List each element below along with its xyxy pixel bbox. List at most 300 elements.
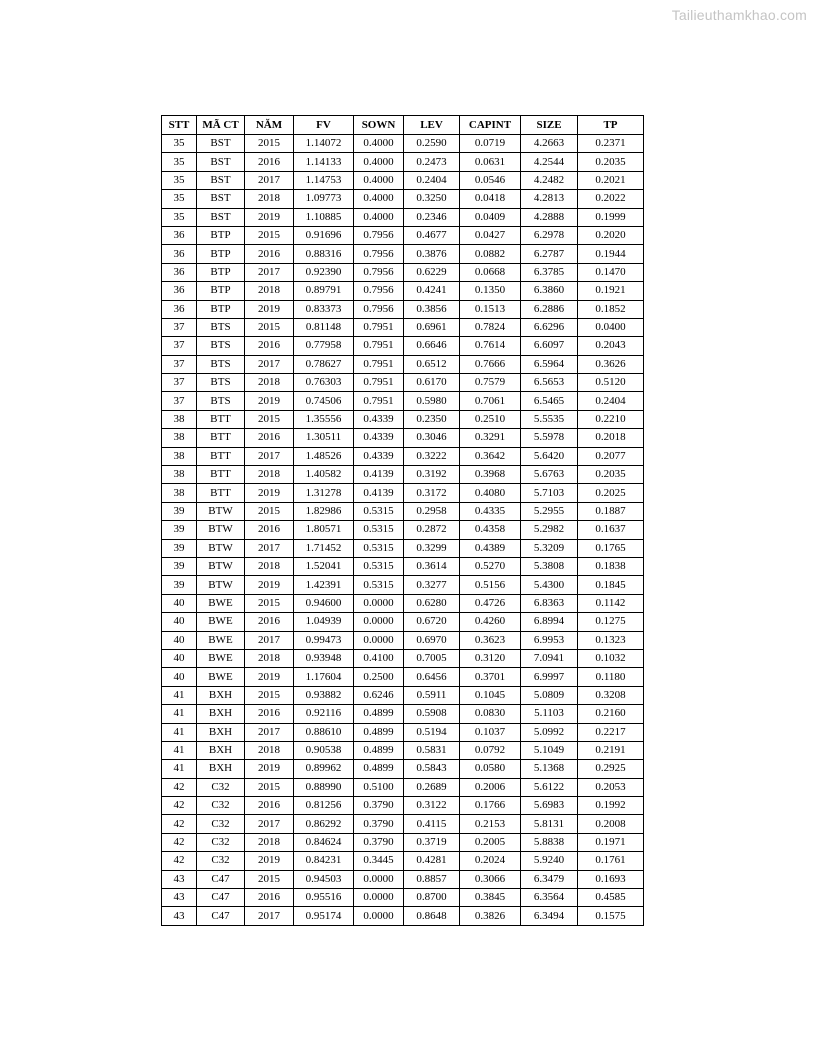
cell-tp: 0.2035 [578, 466, 644, 484]
cell-tp: 0.1470 [578, 263, 644, 281]
cell-size: 5.3209 [521, 539, 578, 557]
cell-capint: 0.0427 [460, 226, 521, 244]
cell-capint: 0.2153 [460, 815, 521, 833]
cell-tp: 0.1765 [578, 539, 644, 557]
cell-capint: 0.0719 [460, 135, 521, 153]
cell-sown: 0.4899 [354, 741, 404, 759]
cell-stt: 37 [162, 337, 197, 355]
cell-fv: 0.89962 [294, 760, 354, 778]
cell-capint: 0.3066 [460, 870, 521, 888]
cell-sown: 0.0000 [354, 870, 404, 888]
cell-stt: 36 [162, 263, 197, 281]
cell-fv: 0.93882 [294, 686, 354, 704]
cell-size: 5.1103 [521, 705, 578, 723]
cell-nam: 2017 [245, 355, 294, 373]
cell-nam: 2015 [245, 226, 294, 244]
cell-fv: 1.40582 [294, 466, 354, 484]
cell-sown: 0.4339 [354, 410, 404, 428]
cell-fv: 1.10885 [294, 208, 354, 226]
cell-fv: 0.92116 [294, 705, 354, 723]
cell-sown: 0.7956 [354, 263, 404, 281]
header-ma-ct: MÃ CT [197, 116, 245, 135]
cell-fv: 0.88610 [294, 723, 354, 741]
cell-stt: 38 [162, 484, 197, 502]
cell-lev: 0.6229 [404, 263, 460, 281]
cell-capint: 0.7061 [460, 392, 521, 410]
cell-lev: 0.5980 [404, 392, 460, 410]
cell-capint: 0.7824 [460, 318, 521, 336]
cell-size: 5.6763 [521, 466, 578, 484]
cell-size: 5.6983 [521, 797, 578, 815]
table-row [162, 760, 644, 778]
table-header-row [162, 116, 644, 135]
cell-sown: 0.7956 [354, 282, 404, 300]
cell-sown: 0.3790 [354, 833, 404, 851]
table-row [162, 410, 644, 428]
cell-lev: 0.3277 [404, 576, 460, 594]
cell-ma-ct: BTW [197, 521, 245, 539]
cell-size: 7.0941 [521, 649, 578, 667]
cell-fv: 0.83373 [294, 300, 354, 318]
cell-stt: 37 [162, 318, 197, 336]
cell-stt: 41 [162, 705, 197, 723]
cell-ma-ct: BXH [197, 686, 245, 704]
cell-size: 6.3860 [521, 282, 578, 300]
cell-fv: 1.82986 [294, 502, 354, 520]
cell-size: 5.1368 [521, 760, 578, 778]
cell-size: 6.2886 [521, 300, 578, 318]
cell-tp: 0.1971 [578, 833, 644, 851]
cell-sown: 0.7956 [354, 245, 404, 263]
cell-sown: 0.4000 [354, 208, 404, 226]
cell-capint: 0.4726 [460, 594, 521, 612]
cell-fv: 1.14133 [294, 153, 354, 171]
cell-sown: 0.5315 [354, 557, 404, 575]
cell-tp: 0.2025 [578, 484, 644, 502]
cell-lev: 0.4281 [404, 852, 460, 870]
cell-nam: 2019 [245, 760, 294, 778]
cell-size: 6.6296 [521, 318, 578, 336]
cell-size: 6.9953 [521, 631, 578, 649]
cell-capint: 0.0418 [460, 190, 521, 208]
cell-lev: 0.4241 [404, 282, 460, 300]
cell-sown: 0.7951 [354, 374, 404, 392]
cell-fv: 0.77958 [294, 337, 354, 355]
cell-fv: 0.81256 [294, 797, 354, 815]
cell-nam: 2019 [245, 484, 294, 502]
header-nam: NĂM [245, 116, 294, 135]
cell-lev: 0.5908 [404, 705, 460, 723]
cell-fv: 0.88316 [294, 245, 354, 263]
cell-stt: 43 [162, 870, 197, 888]
cell-ma-ct: C32 [197, 797, 245, 815]
cell-capint: 0.0546 [460, 171, 521, 189]
cell-nam: 2017 [245, 447, 294, 465]
cell-lev: 0.2473 [404, 153, 460, 171]
cell-tp: 0.1323 [578, 631, 644, 649]
cell-tp: 0.2217 [578, 723, 644, 741]
cell-lev: 0.2404 [404, 171, 460, 189]
cell-fv: 0.88990 [294, 778, 354, 796]
cell-sown: 0.4139 [354, 466, 404, 484]
cell-lev: 0.5831 [404, 741, 460, 759]
cell-stt: 35 [162, 153, 197, 171]
cell-capint: 0.0830 [460, 705, 521, 723]
cell-ma-ct: C47 [197, 889, 245, 907]
cell-ma-ct: BTP [197, 245, 245, 263]
cell-sown: 0.5315 [354, 502, 404, 520]
cell-sown: 0.7956 [354, 300, 404, 318]
cell-size: 6.2978 [521, 226, 578, 244]
cell-nam: 2016 [245, 797, 294, 815]
cell-ma-ct: C32 [197, 778, 245, 796]
cell-ma-ct: BTP [197, 263, 245, 281]
cell-stt: 43 [162, 889, 197, 907]
cell-size: 5.6122 [521, 778, 578, 796]
cell-sown: 0.4899 [354, 760, 404, 778]
cell-fv: 1.35556 [294, 410, 354, 428]
cell-fv: 0.92390 [294, 263, 354, 281]
cell-nam: 2019 [245, 208, 294, 226]
table-row [162, 374, 644, 392]
cell-capint: 0.0631 [460, 153, 521, 171]
cell-size: 5.9240 [521, 852, 578, 870]
cell-capint: 0.4389 [460, 539, 521, 557]
cell-ma-ct: BTW [197, 576, 245, 594]
cell-lev: 0.6646 [404, 337, 460, 355]
cell-ma-ct: C47 [197, 870, 245, 888]
cell-nam: 2015 [245, 135, 294, 153]
cell-nam: 2018 [245, 282, 294, 300]
cell-stt: 41 [162, 723, 197, 741]
cell-lev: 0.6512 [404, 355, 460, 373]
table-row [162, 668, 644, 686]
cell-nam: 2015 [245, 318, 294, 336]
cell-lev: 0.8648 [404, 907, 460, 925]
cell-sown: 0.0000 [354, 594, 404, 612]
cell-nam: 2017 [245, 539, 294, 557]
cell-stt: 35 [162, 208, 197, 226]
cell-lev: 0.3250 [404, 190, 460, 208]
cell-sown: 0.4100 [354, 649, 404, 667]
table-row [162, 594, 644, 612]
cell-capint: 0.1766 [460, 797, 521, 815]
cell-fv: 1.42391 [294, 576, 354, 594]
cell-tp: 0.3626 [578, 355, 644, 373]
table-row [162, 392, 644, 410]
cell-fv: 1.09773 [294, 190, 354, 208]
cell-sown: 0.7956 [354, 226, 404, 244]
cell-nam: 2018 [245, 833, 294, 851]
watermark-text: Tailieuthamkhao.com [671, 7, 807, 23]
cell-tp: 0.2043 [578, 337, 644, 355]
table-row [162, 337, 644, 355]
cell-nam: 2018 [245, 190, 294, 208]
cell-sown: 0.4139 [354, 484, 404, 502]
table-row [162, 852, 644, 870]
cell-fv: 0.94503 [294, 870, 354, 888]
cell-lev: 0.3122 [404, 797, 460, 815]
cell-tp: 0.1852 [578, 300, 644, 318]
cell-nam: 2015 [245, 686, 294, 704]
cell-tp: 0.2020 [578, 226, 644, 244]
header-stt: STT [162, 116, 197, 135]
cell-ma-ct: BTT [197, 466, 245, 484]
cell-sown: 0.4000 [354, 190, 404, 208]
cell-tp: 0.1921 [578, 282, 644, 300]
cell-stt: 38 [162, 466, 197, 484]
cell-lev: 0.2350 [404, 410, 460, 428]
cell-nam: 2016 [245, 153, 294, 171]
table-row [162, 502, 644, 520]
cell-stt: 40 [162, 613, 197, 631]
cell-sown: 0.7951 [354, 355, 404, 373]
cell-lev: 0.3046 [404, 429, 460, 447]
cell-ma-ct: BST [197, 153, 245, 171]
cell-sown: 0.4339 [354, 429, 404, 447]
cell-ma-ct: BST [197, 190, 245, 208]
cell-size: 6.5653 [521, 374, 578, 392]
cell-nam: 2016 [245, 337, 294, 355]
cell-ma-ct: BST [197, 171, 245, 189]
cell-lev: 0.3856 [404, 300, 460, 318]
cell-tp: 0.1845 [578, 576, 644, 594]
cell-capint: 0.1513 [460, 300, 521, 318]
cell-stt: 35 [162, 190, 197, 208]
cell-stt: 38 [162, 447, 197, 465]
cell-stt: 37 [162, 392, 197, 410]
cell-fv: 0.81148 [294, 318, 354, 336]
cell-ma-ct: BWE [197, 631, 245, 649]
table-row [162, 833, 644, 851]
table-row [162, 778, 644, 796]
cell-capint: 0.0580 [460, 760, 521, 778]
cell-nam: 2016 [245, 245, 294, 263]
cell-capint: 0.1037 [460, 723, 521, 741]
cell-ma-ct: BTS [197, 318, 245, 336]
cell-nam: 2017 [245, 631, 294, 649]
cell-capint: 0.4080 [460, 484, 521, 502]
cell-tp: 0.1761 [578, 852, 644, 870]
table-row [162, 245, 644, 263]
cell-capint: 0.3968 [460, 466, 521, 484]
cell-nam: 2018 [245, 374, 294, 392]
cell-fv: 0.99473 [294, 631, 354, 649]
table-row [162, 190, 644, 208]
cell-ma-ct: BWE [197, 649, 245, 667]
cell-lev: 0.3719 [404, 833, 460, 851]
cell-fv: 0.76303 [294, 374, 354, 392]
cell-size: 6.8994 [521, 613, 578, 631]
table-row [162, 797, 644, 815]
table-row [162, 870, 644, 888]
cell-sown: 0.4339 [354, 447, 404, 465]
cell-fv: 0.74506 [294, 392, 354, 410]
cell-nam: 2016 [245, 613, 294, 631]
cell-tp: 0.2371 [578, 135, 644, 153]
cell-capint: 0.7666 [460, 355, 521, 373]
cell-tp: 0.1999 [578, 208, 644, 226]
cell-sown: 0.0000 [354, 613, 404, 631]
table-row [162, 226, 644, 244]
cell-lev: 0.3614 [404, 557, 460, 575]
table-row [162, 447, 644, 465]
cell-size: 5.6420 [521, 447, 578, 465]
cell-capint: 0.4335 [460, 502, 521, 520]
table-row [162, 889, 644, 907]
cell-tp: 0.1142 [578, 594, 644, 612]
cell-stt: 43 [162, 907, 197, 925]
cell-stt: 35 [162, 135, 197, 153]
cell-ma-ct: BXH [197, 723, 245, 741]
header-lev: LEV [404, 116, 460, 135]
table-row [162, 815, 644, 833]
cell-tp: 0.1575 [578, 907, 644, 925]
cell-lev: 0.6456 [404, 668, 460, 686]
cell-lev: 0.6961 [404, 318, 460, 336]
cell-capint: 0.4260 [460, 613, 521, 631]
table-row [162, 466, 644, 484]
cell-fv: 0.95174 [294, 907, 354, 925]
cell-lev: 0.2689 [404, 778, 460, 796]
cell-stt: 36 [162, 282, 197, 300]
table-row [162, 686, 644, 704]
cell-sown: 0.4000 [354, 153, 404, 171]
cell-capint: 0.4358 [460, 521, 521, 539]
cell-lev: 0.4115 [404, 815, 460, 833]
cell-stt: 37 [162, 355, 197, 373]
table-row [162, 300, 644, 318]
cell-lev: 0.3222 [404, 447, 460, 465]
cell-ma-ct: C32 [197, 852, 245, 870]
cell-tp: 0.1693 [578, 870, 644, 888]
cell-tp: 0.2077 [578, 447, 644, 465]
cell-fv: 0.84231 [294, 852, 354, 870]
cell-size: 6.9997 [521, 668, 578, 686]
cell-nam: 2019 [245, 668, 294, 686]
cell-sown: 0.7951 [354, 337, 404, 355]
cell-size: 5.8131 [521, 815, 578, 833]
cell-stt: 40 [162, 649, 197, 667]
cell-stt: 42 [162, 778, 197, 796]
table-row [162, 355, 644, 373]
cell-size: 6.3564 [521, 889, 578, 907]
cell-stt: 42 [162, 833, 197, 851]
cell-nam: 2016 [245, 429, 294, 447]
table-row [162, 153, 644, 171]
cell-stt: 42 [162, 815, 197, 833]
cell-nam: 2018 [245, 466, 294, 484]
cell-size: 5.5978 [521, 429, 578, 447]
cell-tp: 0.5120 [578, 374, 644, 392]
table-row [162, 539, 644, 557]
cell-fv: 1.71452 [294, 539, 354, 557]
cell-sown: 0.5315 [354, 576, 404, 594]
cell-nam: 2018 [245, 557, 294, 575]
cell-size: 6.5964 [521, 355, 578, 373]
cell-ma-ct: C47 [197, 907, 245, 925]
cell-lev: 0.2590 [404, 135, 460, 153]
cell-lev: 0.5911 [404, 686, 460, 704]
cell-lev: 0.2872 [404, 521, 460, 539]
cell-lev: 0.6170 [404, 374, 460, 392]
cell-nam: 2015 [245, 594, 294, 612]
cell-fv: 1.14072 [294, 135, 354, 153]
cell-size: 4.2482 [521, 171, 578, 189]
cell-sown: 0.3445 [354, 852, 404, 870]
cell-ma-ct: BST [197, 208, 245, 226]
cell-capint: 0.3642 [460, 447, 521, 465]
cell-lev: 0.3299 [404, 539, 460, 557]
cell-lev: 0.3192 [404, 466, 460, 484]
cell-sown: 0.0000 [354, 889, 404, 907]
cell-tp: 0.1180 [578, 668, 644, 686]
cell-stt: 42 [162, 797, 197, 815]
cell-ma-ct: BTT [197, 484, 245, 502]
table-row [162, 171, 644, 189]
cell-capint: 0.5156 [460, 576, 521, 594]
cell-tp: 0.1838 [578, 557, 644, 575]
cell-tp: 0.1275 [578, 613, 644, 631]
cell-tp: 0.2404 [578, 392, 644, 410]
cell-size: 6.8363 [521, 594, 578, 612]
table-row [162, 723, 644, 741]
cell-capint: 0.3826 [460, 907, 521, 925]
table-row [162, 318, 644, 336]
cell-capint: 0.5270 [460, 557, 521, 575]
cell-tp: 0.2210 [578, 410, 644, 428]
cell-ma-ct: BXH [197, 705, 245, 723]
table-row [162, 429, 644, 447]
header-size: SIZE [521, 116, 578, 135]
cell-capint: 0.1350 [460, 282, 521, 300]
cell-lev: 0.6970 [404, 631, 460, 649]
cell-tp: 0.2022 [578, 190, 644, 208]
cell-capint: 0.7579 [460, 374, 521, 392]
cell-capint: 0.0668 [460, 263, 521, 281]
cell-capint: 0.1045 [460, 686, 521, 704]
cell-nam: 2018 [245, 741, 294, 759]
cell-capint: 0.3845 [460, 889, 521, 907]
cell-capint: 0.2006 [460, 778, 521, 796]
cell-capint: 0.2024 [460, 852, 521, 870]
cell-tp: 0.2018 [578, 429, 644, 447]
header-sown: SOWN [354, 116, 404, 135]
table-row [162, 907, 644, 925]
cell-capint: 0.3291 [460, 429, 521, 447]
cell-fv: 1.17604 [294, 668, 354, 686]
table-row [162, 649, 644, 667]
cell-tp: 0.2021 [578, 171, 644, 189]
cell-stt: 42 [162, 852, 197, 870]
cell-size: 5.7103 [521, 484, 578, 502]
cell-tp: 0.0400 [578, 318, 644, 336]
cell-size: 5.0809 [521, 686, 578, 704]
cell-size: 4.2663 [521, 135, 578, 153]
cell-nam: 2019 [245, 300, 294, 318]
cell-sown: 0.0000 [354, 631, 404, 649]
cell-stt: 39 [162, 502, 197, 520]
cell-ma-ct: BTS [197, 337, 245, 355]
cell-ma-ct: BST [197, 135, 245, 153]
cell-nam: 2019 [245, 392, 294, 410]
cell-fv: 0.89791 [294, 282, 354, 300]
cell-size: 6.3785 [521, 263, 578, 281]
cell-sown: 0.5100 [354, 778, 404, 796]
cell-nam: 2015 [245, 870, 294, 888]
cell-tp: 0.2160 [578, 705, 644, 723]
cell-size: 5.3808 [521, 557, 578, 575]
